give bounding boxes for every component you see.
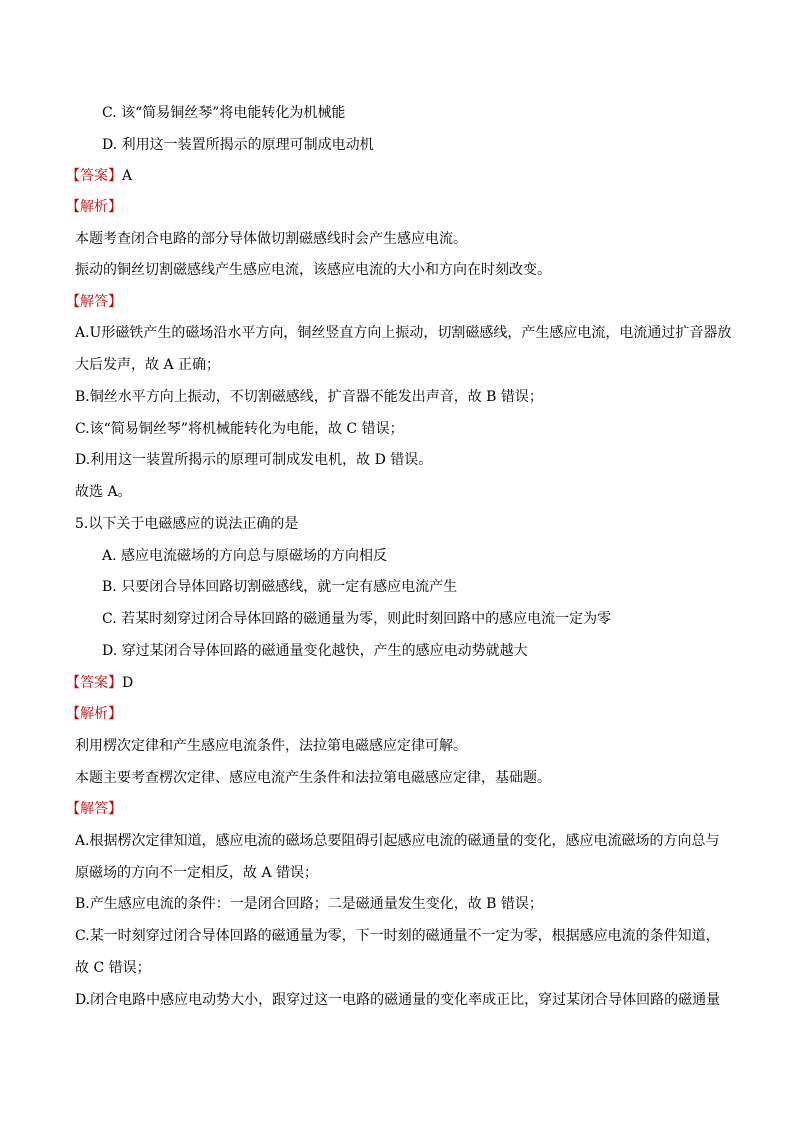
q5-solution-line: 原磁场的方向不一定相反，故 A 错误； [75, 865, 319, 881]
q5-option-c: C. 若某时刻穿过闭合导体回路的磁通量为零，则此时刻回路中的感应电流一定为零 [102, 611, 612, 627]
q4-solution-line: 故选 A。 [75, 484, 132, 500]
q5-solution-line: A.根据楞次定律知道，感应电流的磁场总要阻碍引起感应电流的磁通量的变化，感应电流磁场的方向总与 [75, 833, 720, 849]
q5-solution-line: 故 C 错误； [75, 960, 151, 976]
q5-analysis-line: 利用楞次定律和产生感应电流条件，法拉第电磁感应定律可解。 [75, 738, 467, 754]
answer-label: 【答案】 [66, 168, 122, 184]
q4-solution-line: C.该“简易铜丝琴”将机械能转化为电能，故 C 错误； [75, 421, 404, 437]
q4-solution-line: 大后发声，故 A 正确； [75, 357, 221, 373]
q5-option-a: A. 感应电流磁场的方向总与原磁场的方向相反 [102, 548, 388, 564]
q4-option-c: C. 该“简易铜丝琴”将电能转化为机械能 [102, 105, 346, 121]
answer-label: 【答案】 [66, 675, 122, 691]
q5-solution-line: B.产生感应电流的条件：一是闭合回路；二是磁通量发生变化，故 B 错误； [75, 896, 543, 912]
q5-solution-label: 【解答】 [66, 801, 122, 817]
q4-option-d: D. 利用这一装置所揭示的原理可制成电动机 [102, 137, 374, 153]
answer-value: D [122, 675, 134, 691]
q5-stem: 5.以下关于电磁感应的说法正确的是 [75, 516, 299, 532]
q5-option-b: B. 只要闭合导体回路切割磁感线，就一定有感应电流产生 [102, 579, 458, 595]
q5-solution-line: C.某一时刻穿过闭合导体回路的磁通量为零，下一时刻的磁通量不一定为零，根据感应电流的条件知道， [75, 928, 720, 944]
q5-option-d: D. 穿过某闭合导体回路的磁通量变化越快，产生的感应电动势就越大 [102, 643, 528, 659]
q4-analysis-line: 振动的铜丝切割磁感线产生感应电流，该感应电流的大小和方向在时刻改变。 [75, 262, 551, 278]
answer-value: A [122, 168, 133, 184]
q4-solution-line: D.利用这一装置所揭示的原理可制成发电机，故 D 错误。 [75, 452, 433, 468]
q4-analysis-label: 【解析】 [66, 199, 122, 215]
q4-solution-line: B.铜丝水平方向上振动，不切割磁感线，扩音器不能发出声音，故 B 错误； [75, 389, 543, 405]
q4-solution-label: 【解答】 [66, 294, 122, 310]
q5-analysis-label: 【解析】 [66, 706, 122, 722]
q4-analysis-line: 本题考查闭合电路的部分导体做切割磁感线时会产生感应电流。 [75, 231, 467, 247]
q5-answer [66, 673, 133, 693]
q4-answer [66, 166, 132, 186]
q5-analysis-line: 本题主要考查楞次定律、感应电流产生条件和法拉第电磁感应定律，基础题。 [75, 770, 551, 786]
q4-solution-line: A.U形磁铁产生的磁场沿水平方向，铜丝竖直方向上振动，切割磁感线，产生感应电流，电流通过扩音器放 [75, 325, 732, 341]
q5-solution-line: D.闭合电路中感应电动势大小，跟穿过这一电路的磁通量的变化率成正比，穿过某闭合导体回路的磁通量 [75, 992, 721, 1008]
